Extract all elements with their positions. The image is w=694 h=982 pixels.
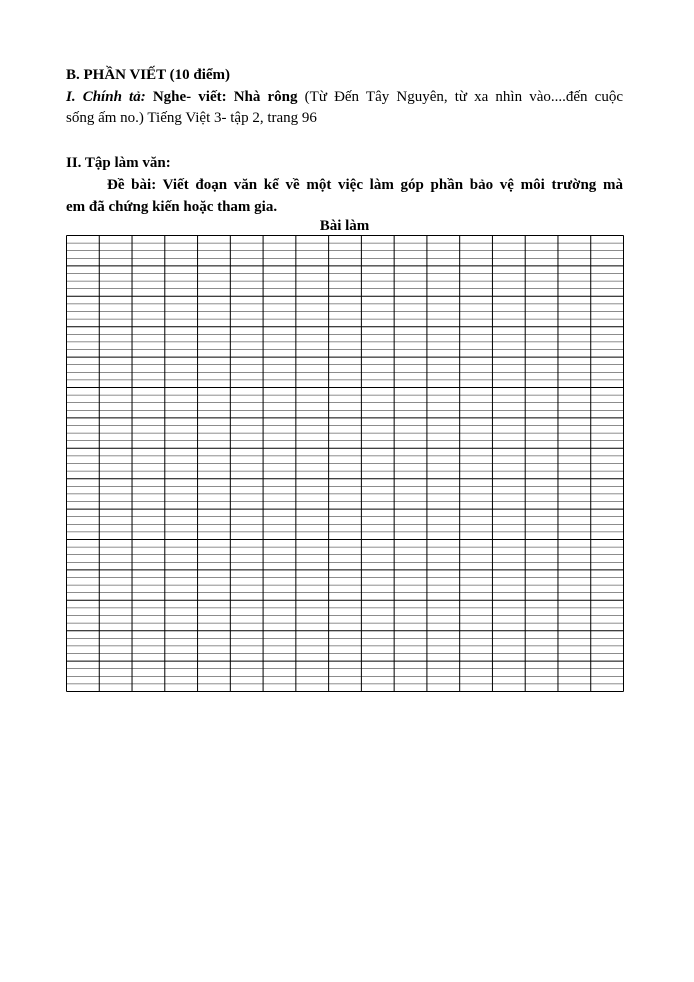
answer-title: Bài làm [319,218,370,234]
prompt-text-1: Viết đoạn văn kể về một việc làm góp phần bảo vệ môi trường mà [156,177,623,193]
writing-grid[interactable] [66,235,624,692]
prompt-line-1 [66,175,623,195]
dictation-line-1 [66,87,623,107]
section-heading: B. PHẦN VIẾT (10 điểm) [66,67,231,83]
composition-heading: II. Tập làm văn: [66,155,171,171]
dictation-detail-2: sống ấm no.) Tiếng Việt 3- tập 2, trang 96 [66,110,317,126]
dictation-label: I. Chính tả: [66,89,146,105]
prompt-line-2: em đã chứng kiến hoặc tham gia. [66,199,278,215]
prompt-label: Đề bài: [107,177,157,193]
dictation-title: Nghe- viết: Nhà rông [145,89,298,105]
dictation-detail-1: (Từ Đến Tây Nguyên, từ xa nhìn vào....đến cuộc [297,89,623,105]
